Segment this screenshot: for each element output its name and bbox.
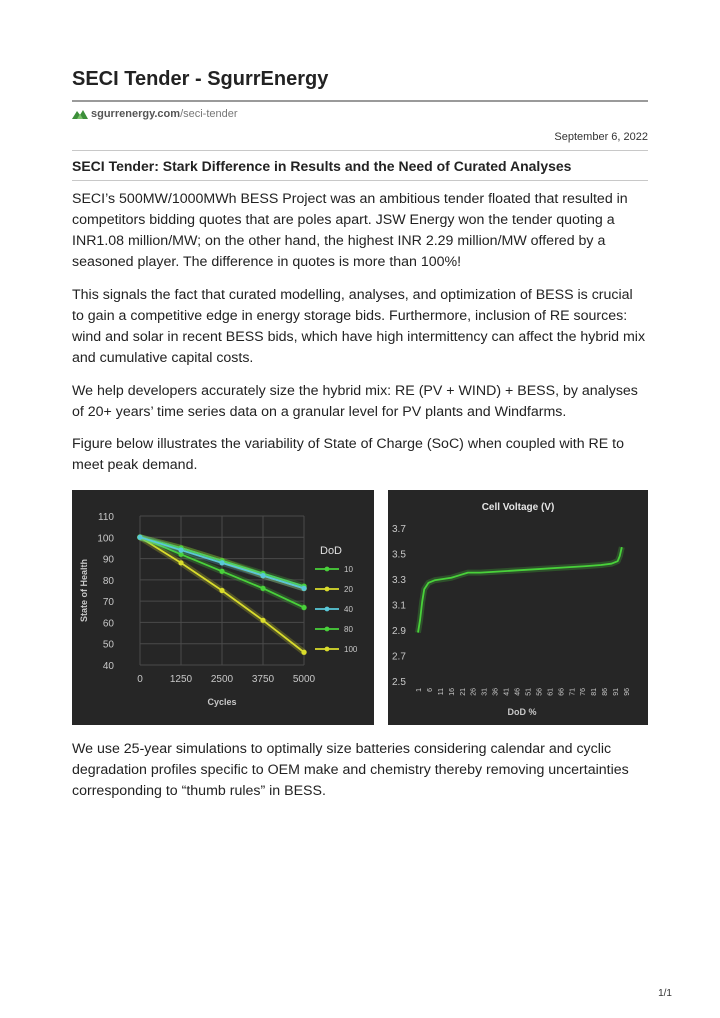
soh-y-tick-label: 110 — [98, 512, 114, 523]
soh-data-point — [301, 586, 306, 591]
voltage-x-tick-label: 21 — [459, 688, 467, 696]
soh-data-point — [137, 535, 142, 540]
voltage-x-tick-label: 6 — [426, 688, 434, 692]
voltage-x-tick-label: 61 — [547, 688, 555, 696]
soh-y-tick-label: 40 — [102, 661, 114, 672]
soh-legend-marker — [325, 587, 330, 592]
paragraph-3: We help developers accurately size the hybrid mix: RE (PV + WIND) + BESS, by analyses of 20+ years’ time series data on a granular level for PV plants and Windfarms. — [72, 383, 638, 420]
voltage-x-tick-label: 46 — [514, 688, 522, 696]
source-path: /seci-tender — [180, 108, 238, 120]
soh-x-axis-label: Cycles — [207, 697, 237, 707]
soh-data-point — [178, 560, 183, 565]
voltage-y-tick-label: 2.7 — [392, 651, 406, 663]
page-title: SECI Tender - SgurrEnergy — [72, 68, 329, 90]
date-divider — [72, 150, 648, 151]
soh-y-tick-label: 90 — [102, 554, 114, 566]
heading-divider — [72, 180, 648, 181]
soh-y-tick-label: 70 — [102, 597, 114, 609]
soh-legend-marker — [325, 607, 330, 612]
voltage-series-line — [418, 547, 622, 632]
soh-x-tick-label: 0 — [137, 674, 143, 685]
soh-legend-label: 20 — [344, 585, 353, 594]
voltage-x-tick-label: 16 — [448, 688, 456, 696]
soh-data-point — [219, 588, 224, 593]
voltage-x-tick-label: 36 — [492, 688, 500, 696]
soh-y-tick-label: 80 — [102, 575, 114, 587]
voltage-x-tick-label: 26 — [470, 688, 478, 696]
soh-data-point — [219, 569, 224, 574]
voltage-y-tick-label: 3.3 — [392, 575, 406, 586]
soh-chart-svg — [72, 490, 374, 725]
soh-legend-label: 80 — [344, 625, 353, 634]
soh-legend-title: DoD — [320, 545, 343, 557]
article-heading: SECI Tender: Stark Difference in Results and the Need of Curated Analyses — [72, 158, 572, 174]
soh-y-tick-label: 100 — [97, 533, 114, 545]
source-link[interactable] — [72, 108, 238, 120]
paragraph-1: SECI’s 500MW/1000MWh BESS Project was an ambitious tender floated that resulted in competitors bidding quotes that are poles apart. JSW Energy won the tender quoting a INR1.08 million/MW; on the other hand, the highest INR 2.29 million/MW offered by a seasoned player. The difference in quotes is more than 100%! — [72, 191, 628, 270]
soh-x-tick-label: 1250 — [169, 674, 193, 685]
voltage-y-tick-label: 3.7 — [392, 524, 406, 535]
soh-legend-marker — [325, 647, 330, 652]
title-divider — [72, 100, 648, 102]
paragraph-2: This signals the fact that curated modelling, analyses, and optimization of BESS is crucial to gain a competitive edge in energy storage bids. Furthermore, inclusion of RE sources: wind and solar in recent BESS bids, which have high intermittency can affect the hybrid mix and cumulative capital costs. — [72, 287, 646, 366]
soh-x-tick-label: 3750 — [251, 674, 275, 685]
source-domain: sgurrenergy.com — [91, 108, 181, 120]
soh-data-point — [178, 547, 183, 552]
sgurr-logo-icon — [72, 109, 88, 119]
soh-data-point — [219, 560, 224, 565]
soh-data-point — [260, 586, 265, 591]
voltage-x-tick-label: 76 — [580, 688, 588, 696]
voltage-chart-title: Cell Voltage (V) — [481, 502, 555, 513]
soh-legend-label: 10 — [344, 565, 353, 574]
page-number: 1/1 — [658, 988, 672, 999]
soh-legend-label: 40 — [344, 605, 353, 614]
voltage-x-tick-label: 91 — [613, 688, 621, 696]
voltage-x-tick-label: 81 — [591, 688, 599, 696]
voltage-x-tick-label: 1 — [416, 688, 423, 692]
soh-x-tick-label: 2500 — [210, 674, 234, 685]
voltage-y-tick-label: 2.9 — [392, 626, 406, 637]
soh-y-tick-label: 50 — [102, 639, 114, 651]
soh-data-point — [301, 650, 306, 655]
voltage-x-tick-label: 86 — [602, 688, 610, 696]
voltage-x-tick-label: 41 — [503, 688, 511, 696]
soh-legend-marker — [325, 567, 330, 572]
voltage-y-tick-label: 2.5 — [392, 677, 406, 688]
voltage-x-tick-label: 96 — [624, 688, 631, 696]
voltage-x-tick-label: 31 — [481, 688, 489, 696]
soh-data-point — [260, 573, 265, 578]
voltage-series-glow — [418, 547, 622, 632]
soh-y-axis-label: State of Health — [79, 558, 89, 623]
soh-x-tick-label: 5000 — [292, 674, 316, 685]
soh-y-tick-label: 60 — [102, 618, 114, 630]
voltage-x-tick-label: 11 — [437, 688, 445, 696]
state-of-health-chart — [72, 490, 374, 725]
publish-date: September 6, 2022 — [554, 131, 648, 143]
soh-data-point — [260, 618, 265, 623]
soh-legend-marker — [325, 627, 330, 632]
voltage-y-tick-label: 3.1 — [392, 600, 406, 612]
voltage-x-tick-label: 51 — [525, 688, 533, 696]
paragraph-4: Figure below illustrates the variability of State of Charge (SoC) when coupled with RE to meet peak demand. — [72, 436, 625, 473]
voltage-chart-svg — [388, 490, 648, 725]
soh-data-point — [301, 605, 306, 610]
cell-voltage-chart — [388, 490, 648, 725]
voltage-x-tick-label: 56 — [536, 688, 544, 696]
paragraph-5: We use 25-year simulations to optimally size batteries considering calendar and cyclic degradation profiles specific to OEM make and chemistry thereby removing uncertainties corresponding to “thumb rules” in BESS. — [72, 741, 629, 799]
voltage-x-tick-label: 71 — [569, 688, 577, 696]
voltage-x-tick-label: 66 — [558, 688, 566, 696]
voltage-x-axis-label: DoD % — [507, 707, 537, 717]
voltage-y-tick-label: 3.5 — [392, 549, 406, 561]
soh-legend-label: 100 — [344, 645, 358, 654]
